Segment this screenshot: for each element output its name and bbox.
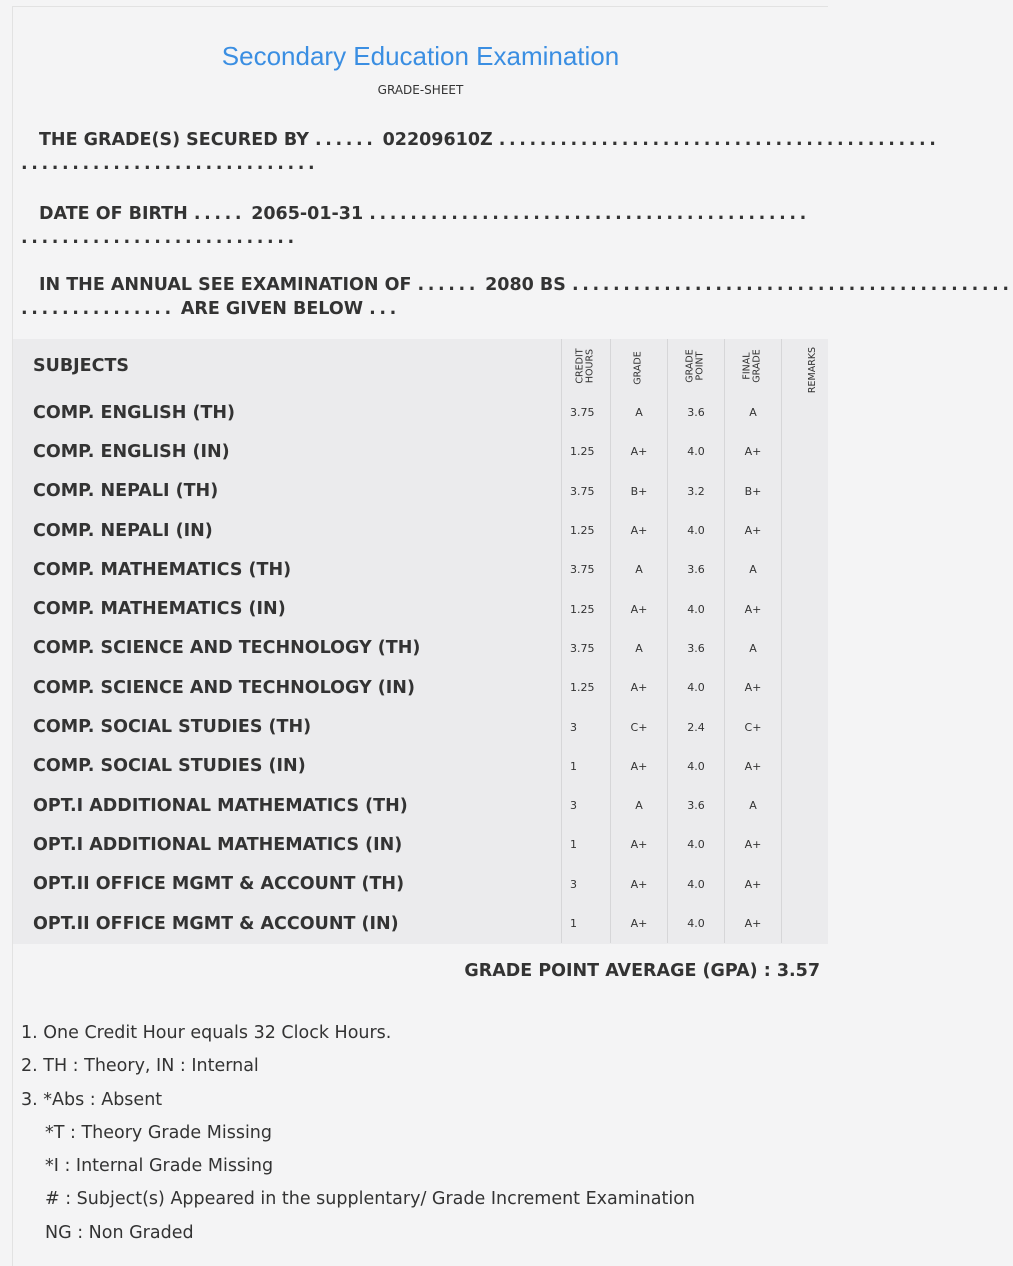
- grade-point-cell: 3.2: [668, 472, 725, 511]
- credit-hours-cell: 1.25: [562, 668, 611, 707]
- note-item: *I : Internal Grade Missing: [45, 1156, 274, 1177]
- grade-cell: A: [611, 550, 668, 589]
- table-row: [13, 589, 845, 628]
- credit-hours-cell: 1.25: [562, 432, 611, 471]
- given-below-text: ARE GIVEN BELOW: [180, 299, 364, 319]
- note-item: 3. *Abs : Absent: [21, 1089, 163, 1110]
- grade-cell: A+: [611, 747, 668, 786]
- table-row: [13, 825, 845, 864]
- grade-point-cell: 4.0: [668, 825, 725, 864]
- exam-year: 2080 BS: [485, 275, 566, 295]
- subject-cell: OPT.I ADDITIONAL MATHEMATICS (TH): [33, 795, 408, 816]
- dob-line: DATE OF BIRTH ..... 2065-01-31 ........................................... ...........................: [21, 204, 810, 248]
- table-row: [13, 550, 845, 589]
- grade-point-cell: 4.0: [668, 432, 725, 471]
- remarks-cell: [782, 825, 846, 864]
- grade-cell: A+: [611, 668, 668, 707]
- remarks-cell: [782, 550, 846, 589]
- remarks-cell: [782, 904, 846, 943]
- subject-cell: COMP. NEPALI (TH): [33, 481, 219, 502]
- credit-hours-header: CREDIT HOURS: [562, 339, 611, 393]
- grade-point-cell: 3.6: [668, 629, 725, 668]
- page-subtitle: GRADE-SHEET: [377, 83, 464, 97]
- remarks-cell: [782, 432, 846, 471]
- grades-table: [13, 339, 845, 943]
- subject-cell: COMP. SCIENCE AND TECHNOLOGY (TH): [33, 638, 421, 659]
- subject-cell: COMP. SOCIAL STUDIES (IN): [33, 756, 306, 777]
- grade-cell: A+: [611, 432, 668, 471]
- table-row: [13, 511, 845, 550]
- final-grade-cell: A: [725, 550, 782, 589]
- final-grade-cell: A+: [725, 511, 782, 550]
- grade-point-header: GRADE POINT: [668, 339, 725, 393]
- subject-cell: COMP. ENGLISH (IN): [33, 441, 230, 462]
- remarks-cell: [782, 668, 846, 707]
- grade-point-cell: 4.0: [668, 865, 725, 904]
- subject-cell: COMP. MATHEMATICS (IN): [33, 599, 286, 620]
- note-item: 1. One Credit Hour equals 32 Clock Hours.: [21, 1023, 392, 1043]
- remarks-cell: [782, 393, 846, 432]
- table-row: [13, 629, 845, 668]
- table-row: [13, 865, 845, 904]
- credit-hours-cell: 3.75: [562, 393, 611, 432]
- grade-point-cell: 4.0: [668, 511, 725, 550]
- table-row: [13, 668, 845, 707]
- grade-sheet: [12, 6, 1013, 1266]
- table-row: [13, 472, 845, 511]
- note-item: 2. TH : Theory, IN : Internal: [21, 1056, 259, 1077]
- grade-cell: B+: [611, 472, 668, 511]
- grade-point-cell: 3.6: [668, 786, 725, 825]
- secured-by-label: THE GRADE(S) SECURED BY: [39, 130, 309, 150]
- final-grade-cell: A+: [725, 589, 782, 628]
- credit-hours-cell: 1: [562, 825, 611, 864]
- subject-cell: OPT.II OFFICE MGMT & ACCOUNT (IN): [33, 913, 399, 934]
- remarks-cell: [782, 472, 846, 511]
- grade-header: GRADE: [611, 339, 668, 393]
- table-row: [13, 904, 845, 943]
- grade-cell: A+: [611, 865, 668, 904]
- grade-cell: A: [611, 393, 668, 432]
- remarks-cell: [782, 865, 846, 904]
- grade-cell: A+: [611, 825, 668, 864]
- grade-cell: A+: [611, 904, 668, 943]
- credit-hours-cell: 1: [562, 747, 611, 786]
- grade-point-cell: 4.0: [668, 747, 725, 786]
- exam-label: IN THE ANNUAL SEE EXAMINATION OF: [39, 275, 412, 295]
- credit-hours-cell: 1.25: [562, 511, 611, 550]
- dob-label: DATE OF BIRTH: [39, 204, 188, 224]
- final-grade-cell: A+: [725, 432, 782, 471]
- remarks-cell: [782, 707, 846, 746]
- gpa-value: 3.57: [776, 961, 820, 981]
- subject-cell: COMP. ENGLISH (TH): [33, 402, 236, 423]
- remarks-cell: [782, 589, 846, 628]
- credit-hours-cell: 3: [562, 786, 611, 825]
- remarks-header: REMARKS: [782, 339, 846, 393]
- exam-line: IN THE ANNUAL SEE EXAMINATION OF ...... 2080 BS ........................................... ............... ARE GIVEN BELOW ...: [21, 275, 1013, 319]
- notes: [21, 1017, 821, 1250]
- final-grade-cell: A+: [725, 668, 782, 707]
- final-grade-cell: A+: [725, 865, 782, 904]
- note-item: # : Subject(s) Appeared in the supplentary/ Grade Increment Examination: [45, 1189, 695, 1210]
- final-grade-header: FINAL GRADE: [725, 339, 782, 393]
- table-row: [13, 393, 845, 432]
- table-row: [13, 707, 845, 746]
- subject-cell: COMP. SCIENCE AND TECHNOLOGY (IN): [33, 677, 415, 698]
- secured-by-line: THE GRADE(S) SECURED BY ...... 02209610Z ........................................... .............................: [21, 130, 940, 174]
- remarks-cell: [782, 511, 846, 550]
- credit-hours-cell: 1: [562, 904, 611, 943]
- grade-point-cell: 2.4: [668, 707, 725, 746]
- grade-point-cell: 3.6: [668, 393, 725, 432]
- grade-point-cell: 4.0: [668, 668, 725, 707]
- subject-cell: OPT.II OFFICE MGMT & ACCOUNT (TH): [33, 874, 405, 895]
- final-grade-cell: A+: [725, 825, 782, 864]
- final-grade-cell: C+: [725, 707, 782, 746]
- grade-point-cell: 4.0: [668, 904, 725, 943]
- remarks-cell: [782, 747, 846, 786]
- subject-cell: COMP. MATHEMATICS (TH): [33, 559, 292, 580]
- gpa-label: GRADE POINT AVERAGE (GPA) :: [464, 961, 771, 981]
- remarks-cell: [782, 629, 846, 668]
- subject-cell: OPT.I ADDITIONAL MATHEMATICS (IN): [33, 834, 403, 855]
- final-grade-cell: A+: [725, 904, 782, 943]
- grade-cell: A: [611, 629, 668, 668]
- credit-hours-cell: 3.75: [562, 550, 611, 589]
- grade-cell: A+: [611, 511, 668, 550]
- table-row: [13, 786, 845, 825]
- grade-point-cell: 4.0: [668, 589, 725, 628]
- subjects-header: SUBJECTS: [33, 356, 130, 376]
- final-grade-cell: A+: [725, 747, 782, 786]
- credit-hours-cell: 3.75: [562, 629, 611, 668]
- grade-cell: A+: [611, 589, 668, 628]
- note-item: *T : Theory Grade Missing: [45, 1122, 273, 1143]
- grade-point-cell: 3.6: [668, 550, 725, 589]
- page-title: Secondary Education Examination: [221, 41, 620, 71]
- subject-cell: COMP. NEPALI (IN): [33, 520, 213, 541]
- final-grade-cell: A: [725, 393, 782, 432]
- credit-hours-cell: 3.75: [562, 472, 611, 511]
- table-header-row: [13, 339, 845, 393]
- symbol-number: 02209610Z: [382, 130, 493, 150]
- credit-hours-cell: 3: [562, 707, 611, 746]
- gpa-summary: [464, 961, 820, 981]
- credit-hours-cell: 1.25: [562, 589, 611, 628]
- remarks-cell: [782, 786, 846, 825]
- final-grade-cell: A: [725, 786, 782, 825]
- table-row: [13, 747, 845, 786]
- table-row: [13, 432, 845, 471]
- grade-cell: A: [611, 786, 668, 825]
- final-grade-cell: B+: [725, 472, 782, 511]
- subject-cell: COMP. SOCIAL STUDIES (TH): [33, 717, 312, 738]
- final-grade-cell: A: [725, 629, 782, 668]
- note-item: NG : Non Graded: [45, 1222, 194, 1243]
- credit-hours-cell: 3: [562, 865, 611, 904]
- dob-value: 2065-01-31: [251, 204, 364, 224]
- grade-cell: C+: [611, 707, 668, 746]
